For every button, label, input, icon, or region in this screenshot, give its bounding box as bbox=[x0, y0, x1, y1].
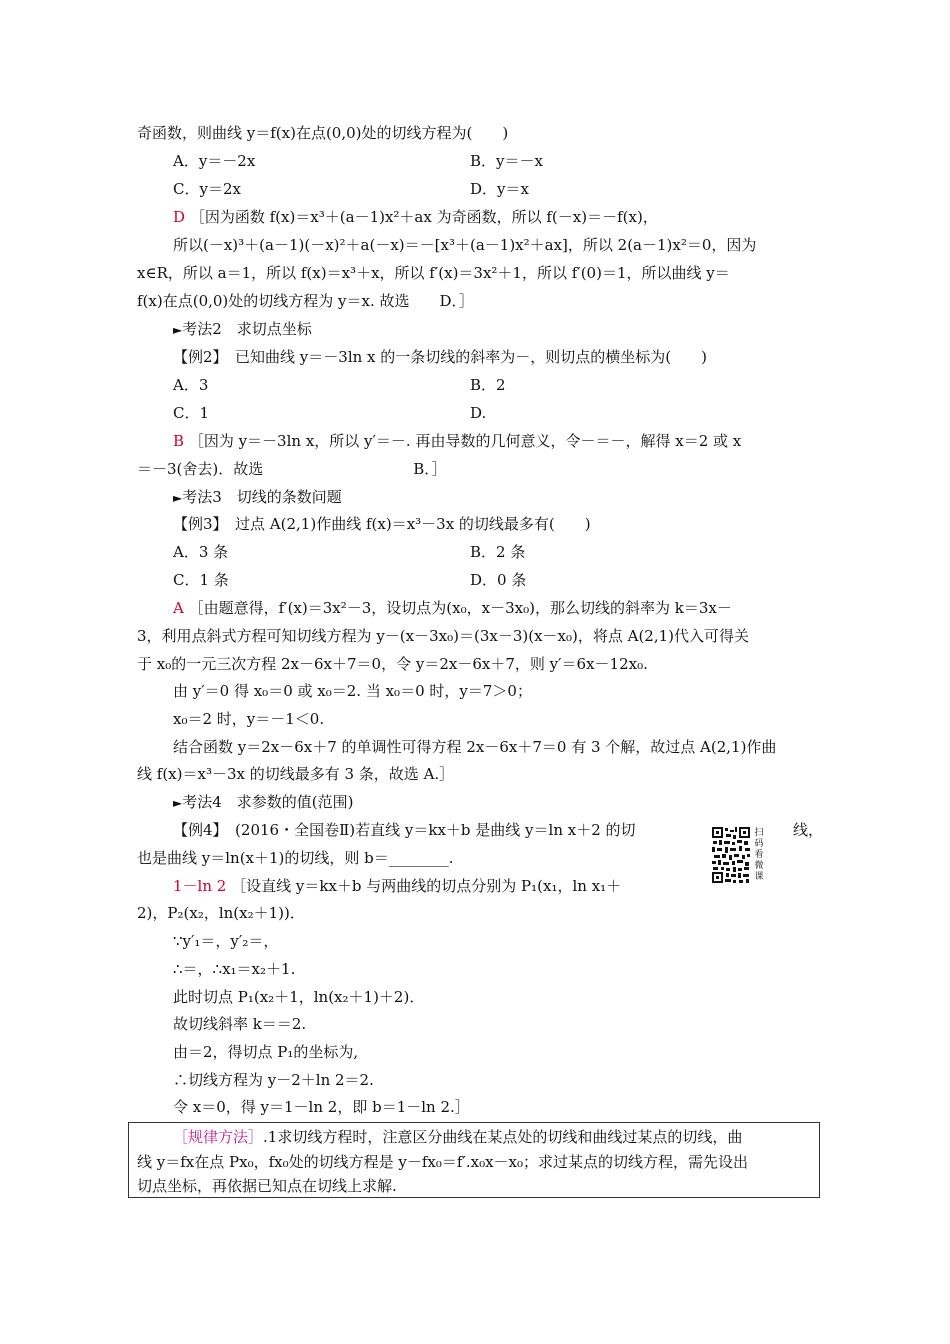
text-line: 结合函数 y＝2x－6x＋7 的单调性可得方程 2x－6x＋7＝0 有 3 个解，故过点 A(2,1)作曲 bbox=[173, 738, 777, 756]
section-heading-text: 考法2 求切点坐标 bbox=[182, 320, 312, 338]
answer-line bbox=[173, 598, 732, 618]
method-line: 切点坐标，再依据已知点在切线上求解. bbox=[137, 1177, 397, 1195]
option-a: A．3 条 bbox=[173, 543, 229, 561]
example-question: 【例2】 已知曲线 y＝－3ln x 的一条切线的斜率为－，则切点的横坐标为( ) bbox=[173, 348, 707, 366]
option-d: D．y＝x bbox=[470, 180, 529, 198]
text-line: 于 x₀的一元三次方程 2x－6x＋7＝0，令 y＝2x－6x＋7，则 y′＝6x－12x₀. bbox=[137, 655, 648, 673]
answer-text: ［因为 y＝－3ln x，所以 y′＝－. 再由导数的几何意义，令－＝－，解得 x＝2 或 x bbox=[188, 432, 742, 450]
text-line: ∵y′₁＝，y′₂＝， bbox=[173, 932, 279, 950]
method-text: .1求切线方程时，注意区分曲线在某点处的切线和曲线过某点的切线，曲 bbox=[263, 1128, 743, 1146]
option-a: A．y＝－2x bbox=[173, 152, 256, 170]
text-line: x∈R，所以 a＝1，所以 f(x)＝x³＋x，所以 f′(x)＝3x²＋1，所以 f′(0)＝1，所以曲线 y＝ bbox=[137, 264, 730, 282]
method-tag: ［规律方法］ bbox=[173, 1128, 264, 1146]
section-heading bbox=[173, 487, 342, 508]
answer-text: ［因为函数 f(x)＝x³＋(a－1)x²＋ax 为奇函数，所以 f(－x)＝－f(x)， bbox=[189, 208, 658, 226]
text-line: 此时切点 P₁(x₂＋1，ln(x₂＋1)＋2)． bbox=[173, 988, 425, 1006]
text-line: ∴＝，∴x₁＝x₂＋1. bbox=[173, 960, 296, 978]
method-line: 线 y＝fx在点 Px₀，fx₀处的切线方程是 y－fx₀＝f′.x₀x－x₀；求过某点的切线方程，需先设出 bbox=[137, 1153, 749, 1171]
section-heading bbox=[173, 319, 312, 340]
answer-text: ［设直线 y＝kx＋b 与两曲线的切点分别为 P₁(x₁，ln x₁＋ bbox=[231, 877, 622, 895]
triangle-marker-icon: ► bbox=[173, 323, 183, 337]
text-line: 线 f(x)＝x³－3x 的切线最多有 3 条，故选 A.］ bbox=[137, 765, 455, 783]
example-question: 【例3】 过点 A(2,1)作曲线 f(x)＝x³－3x 的切线最多有( ) bbox=[173, 515, 591, 533]
text-line-end: 线， bbox=[793, 821, 824, 839]
answer-line bbox=[173, 431, 741, 451]
option-c: C．1 条 bbox=[173, 571, 229, 589]
text-line: 故切线斜率 k＝＝2. bbox=[173, 1015, 307, 1033]
answer-letter: D bbox=[173, 208, 186, 226]
text-line: 奇函数，则曲线 y＝f(x)在点(0,0)处的切线方程为( ) bbox=[137, 124, 509, 142]
option-b: B．y＝－x bbox=[470, 152, 543, 170]
option-b: B．2 条 bbox=[470, 543, 526, 561]
answer-line bbox=[173, 207, 658, 227]
text-line: 2)，P₂(x₂，ln(x₂＋1))． bbox=[137, 904, 305, 922]
text-line: 令 x＝0，得 y＝1－ln 2，即 b＝1－ln 2.］ bbox=[173, 1098, 470, 1116]
section-heading-text: 考法3 切线的条数问题 bbox=[182, 488, 342, 506]
qr-caption: 扫码看微课 bbox=[754, 828, 764, 882]
text-line: 3，利用点斜式方程可知切线方程为 y－(x－3x₀)＝(3x－3)(x－x₀)，将点 A(2,1)代入可得关 bbox=[137, 627, 750, 645]
answer-value: 1－ln 2 bbox=[173, 877, 227, 895]
text-line: 由 y′＝0 得 x₀＝0 或 x₀＝2. 当 x₀＝0 时，y＝7＞0； bbox=[173, 682, 532, 700]
option-d: D. bbox=[470, 404, 487, 422]
text-line: 也是曲线 y＝ln(x＋1)的切线，则 b＝________. bbox=[137, 849, 454, 867]
method-line bbox=[173, 1127, 742, 1147]
option-c: C．1 bbox=[173, 404, 210, 422]
text-line: f(x)在点(0,0)处的切线方程为 y＝x. 故选 D．］ bbox=[137, 292, 475, 310]
option-a: A．3 bbox=[173, 376, 209, 394]
answer-letter: A bbox=[173, 599, 184, 617]
triangle-marker-icon: ► bbox=[173, 796, 183, 810]
triangle-marker-icon: ► bbox=[173, 491, 183, 505]
option-c: C．y＝2x bbox=[173, 180, 241, 198]
text-line: ∴切线方程为 y－2＋ln 2＝2. bbox=[173, 1071, 374, 1089]
option-b: B．2 bbox=[470, 376, 506, 394]
option-d: D．0 条 bbox=[470, 571, 527, 589]
answer-letter: B bbox=[173, 432, 185, 450]
text-line: 所以(－x)³＋(a－1)(－x)²＋a(－x)＝－[x³＋(a－1)x²＋ax]，所以 2(a－1)x²＝0，因为 bbox=[173, 236, 757, 254]
text-line: ＝－3(舍去)．故选 B．］ bbox=[137, 460, 447, 478]
section-heading-text: 考法4 求参数的值(范围) bbox=[182, 793, 354, 811]
answer-text: ［由题意得，f′(x)＝3x²－3，设切点为(x₀，x－3x₀)，那么切线的斜率为 k＝3x－ bbox=[188, 599, 732, 617]
qr-code-icon[interactable] bbox=[711, 826, 751, 884]
answer-line bbox=[173, 876, 621, 896]
text-line: 由＝2，得切点 P₁的坐标为, bbox=[173, 1043, 359, 1061]
example-question: 【例4】 (2016・全国卷Ⅱ)若直线 y＝kx＋b 是曲线 y＝ln x＋2 的切 bbox=[173, 821, 636, 839]
section-heading bbox=[173, 792, 353, 813]
text-line: x₀＝2 时，y＝－1＜0. bbox=[173, 710, 325, 728]
